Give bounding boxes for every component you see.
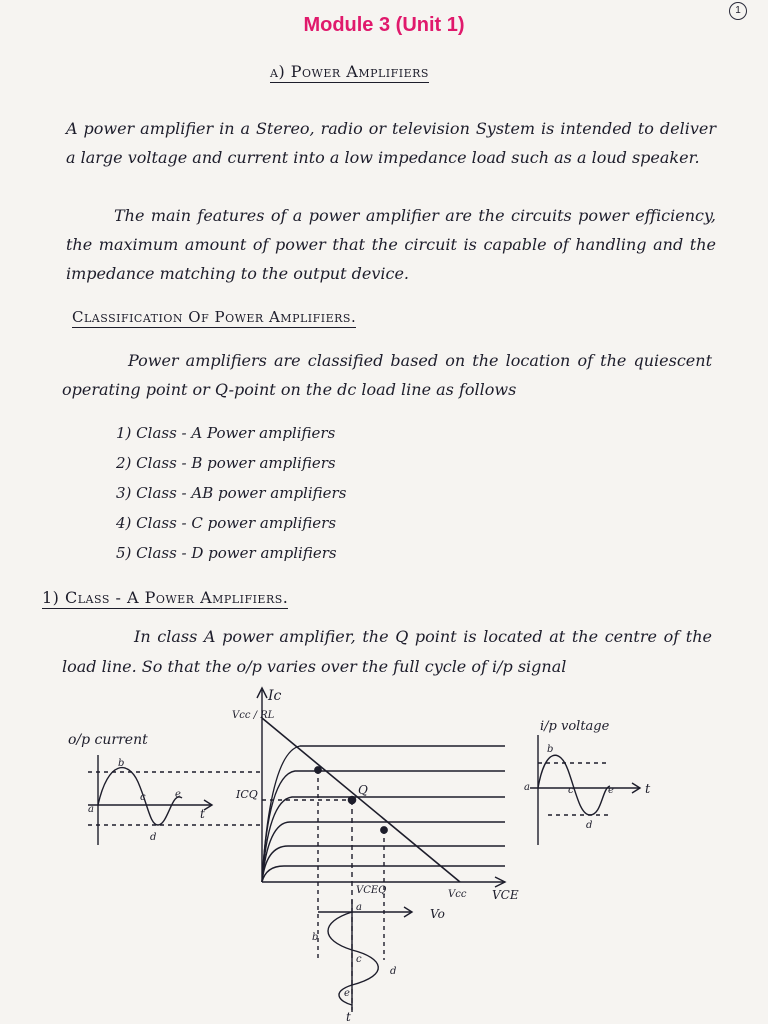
- list-item: 2) Class - B power amplifiers: [116, 454, 336, 472]
- section-heading-power-amplifiers: a) Power Amplifiers: [270, 62, 429, 81]
- list-item: 1) Class - A Power amplifiers: [116, 424, 336, 442]
- point-label: d: [150, 832, 157, 843]
- point-label: d: [390, 966, 397, 977]
- vceq-label: VCEQ: [356, 885, 387, 896]
- point-label: a: [356, 902, 362, 913]
- vo-axis-arrow: [404, 907, 412, 917]
- features-paragraph: The main features of a power amplifier are the circuits power efficiency, the maximum amount of power that the circuit is capable of handling and the impedance matching to the output device.: [66, 206, 716, 283]
- collector-curve: [262, 866, 505, 882]
- amplifier-class-list: [116, 418, 346, 568]
- point-label: c: [356, 954, 362, 965]
- vcc-rl-label: Vcc / RL: [232, 710, 275, 721]
- collector-curve: [262, 846, 505, 882]
- page-number: 1: [729, 2, 747, 20]
- swing-point: [381, 827, 387, 833]
- collector-curve: [262, 771, 505, 882]
- vo-label: Vo: [430, 907, 445, 921]
- classification-intro: Power amplifiers are classified based on the location of the quiescent operating point or Q-point on the dc load line as follows: [62, 351, 712, 399]
- ic-axis-arrow: [257, 688, 267, 698]
- list-item: 4) Class - C power amplifiers: [116, 514, 337, 532]
- vo-t-label: t: [346, 1010, 351, 1024]
- point-label: d: [586, 820, 593, 831]
- point-label: e: [608, 785, 614, 796]
- collector-curve: [262, 797, 505, 882]
- vce-axis-arrow: [495, 877, 505, 887]
- voltage-time-arrow: [632, 783, 640, 793]
- point-label: c: [568, 785, 574, 796]
- point-label: b: [118, 758, 125, 769]
- dc-load-line: [262, 718, 460, 882]
- classification-heading: Classification Of Power Amplifiers.: [72, 308, 357, 326]
- ic-label: Ic: [268, 688, 282, 704]
- output-current-label: o/p current: [68, 732, 148, 748]
- point-label: e: [344, 988, 350, 999]
- q-point: [348, 796, 355, 803]
- module-title: Module 3 (Unit 1): [303, 14, 465, 36]
- intro-paragraph: A power amplifier in a Stereo, radio or television System is intended to deliver a large voltage and current into a low impedance load such as a loud speaker.: [66, 119, 716, 167]
- point-label: b: [312, 932, 319, 943]
- point-label: c: [140, 792, 146, 803]
- swing-point: [315, 767, 321, 773]
- output-voltage-wave: [328, 912, 378, 1005]
- point-label: b: [547, 744, 554, 755]
- input-voltage-label: i/p voltage: [540, 719, 610, 734]
- collector-curve: [262, 746, 505, 882]
- class-a-description: In class A power amplifier, the Q point is located at the centre of the load line. So that the o/p varies over the full cycle of i/p signal: [62, 627, 712, 676]
- voltage-t-label: t: [645, 782, 651, 797]
- vcc-label: Vcc: [448, 889, 467, 900]
- class-a-heading: 1) Class - A Power Amplifiers.: [42, 588, 289, 607]
- icq-label: ICQ: [236, 788, 258, 801]
- input-voltage-wave: [538, 755, 610, 815]
- collector-curve: [262, 822, 505, 882]
- vce-label: VCE: [492, 888, 519, 902]
- list-item: 3) Class - AB power amplifiers: [116, 484, 347, 502]
- point-label: e: [175, 789, 181, 800]
- current-time-arrow: [204, 800, 212, 810]
- point-label: a: [524, 782, 530, 793]
- point-label: a: [88, 804, 94, 815]
- output-current-wave: [98, 768, 182, 825]
- list-item: 5) Class - D power amplifiers: [116, 544, 337, 562]
- q-label: Q: [358, 783, 368, 797]
- current-t-label: t: [200, 807, 205, 821]
